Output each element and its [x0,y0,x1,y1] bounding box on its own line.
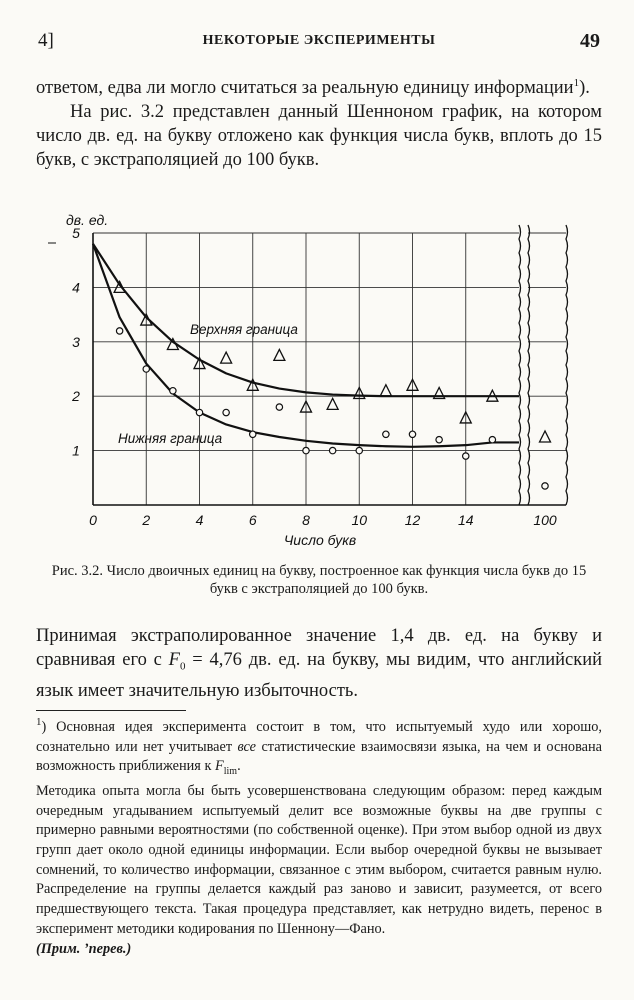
y-tick-label: 3 [72,333,80,350]
y-tick-label: 2 [72,388,80,405]
upper-bound-point [327,398,338,409]
x-tick-label: 6 [248,512,257,528]
page-number: 49 [580,30,600,52]
running-title: НЕКОТОРЫЕ ЭКСПЕРИМЕНТЫ [202,33,436,48]
lower-bound-point [116,328,122,334]
lower-bound-point [170,388,176,394]
lower-bound-point-100 [542,483,548,489]
upper-bound-point [274,349,285,360]
x-tick-label: 0 [89,512,97,528]
paragraph-figure-intro: На рис. 3.2 представлен данный Шенноном график, на котором число дв. ед. на букву отложено как функция числа букв, вплоть до 15 букв, с экстраполяцией до 100 букв. [36,102,602,170]
f0-subscript: 0 [179,660,186,673]
upper-bound-point [380,385,391,396]
axis-break-right [528,225,530,505]
y-tick-label: 5 [72,225,80,241]
lower-bound-point [489,437,495,443]
x-tick-label-100: 100 [533,512,557,528]
footnote-emphasis: все [237,738,257,755]
y-axis-label: дв. ед. [66,212,109,228]
lower-bound-point [196,409,202,415]
break-strip-edge [566,225,568,505]
x-tick-label: 8 [302,512,310,528]
x-tick-label: 12 [404,512,421,528]
lower-bound-point [223,409,229,415]
footnote-ref: 1 [573,76,580,89]
footnote-divider [36,710,186,711]
lower-bound-point [303,447,309,453]
footnote: $^1$) Основная идея эксперимента состоит в том, что испытуемый худо или хорошо, сознательно или нет учитывает все статистические взаимосвязи языка, на чем и основана возможность приближения к $F_{lim}$. Методика опыта могла бы быть усовершенствована следующим образом: перед каждым очередным угадыванием испытуемый делит все возможные буквы на две группы с примерно равными вероятностями (по собственной оценке). При этом выбор одной из двух групп дает около одной единицы информации. Если выбор очередной буквы не вызывает сомнений, то количество информации, связанное с этим выбором, считается равным нулю. Распределение на группы делается каждый раз заново и зависит, разумеется, от всего предшествующего текста. Такая процедура представляет, как нетрудно видеть, перенос в эксперимент методики кодирования по Шеннону—Фано. (Прим. ’перев.) [36,718,602,959]
section-number: 4] [38,30,54,51]
chart-grid [93,233,566,505]
chart-markers [114,281,550,489]
lower-bound-point [276,404,282,410]
lower-bound-point [463,453,469,459]
flim-subscript: lim [223,766,238,778]
f0-symbol: F [168,650,180,670]
lower-bound-point [143,366,149,372]
translator-note: (Прим. ’перев.) [36,940,132,957]
lower-bound-point [329,447,335,453]
x-tick-label: 14 [457,512,474,528]
lower-bound-point [250,431,256,437]
x-tick-label: 4 [195,512,204,528]
lower-bound-point [436,437,442,443]
footnote-mark: 1 [36,716,42,729]
x-tick-label: 2 [142,512,151,528]
y-tick-label: 4 [72,279,80,296]
y-tick-label: 1 [72,442,80,459]
lower-bound-point [409,431,415,437]
upper-bound-point [221,352,232,363]
flim-symbol: F [214,758,224,775]
lower-bound-point [383,431,389,437]
x-tick-label: 10 [351,512,368,528]
paragraph-continuation: ответом, едва ли могло считаться за реальную единицу информации$^1$). [36,76,590,98]
axis-break-left [519,225,521,505]
lower-bound-point [356,447,362,453]
figure-caption: Рис. 3.2. Число двоичных единиц на букву, построенное как функция числа букв до 15 букв с экстраполяцией до 100 букв. [51,563,587,597]
upper-bound-point-100 [540,431,551,442]
footnote-method: Методика опыта могла бы быть усовершенствована следующим образом: перед каждым очередным угадыванием испытуемый делит все возможные буквы на две группы с примерно равными вероятностями (по собственной оценке). При этом выбор одной из двух групп дает около одной единицы информации. Если выбор очередной буквы не вызывает сомнений, то количество информации, связанное с этим выбором, считается равным нулю. Распределение на группы делается каждый раз заново и зависит, разумеется, от всего предшествующего текста. Такая процедура представляет, как нетрудно видеть, перенос в эксперимент методики кодирования по Шеннону—Фано. [36,782,602,937]
x-axis-label: Число букв [283,532,357,548]
chart-frame [48,225,568,505]
upper-bound-curve [93,244,492,396]
lower-bound-curve [93,244,492,447]
annotation-lower-bound: Нижняя граница [118,431,223,446]
annotation-upper-bound: Верхняя граница [190,322,298,337]
chart-labels [66,212,557,548]
paragraph-redundancy: Принимая экстраполированное значение 1,4 дв. ед. на букву и сравнивая его с $F_0 = 4,76$ дв. ед. на букву, мы видим, что английский язык имеет значительную избыточность. [36,626,602,701]
